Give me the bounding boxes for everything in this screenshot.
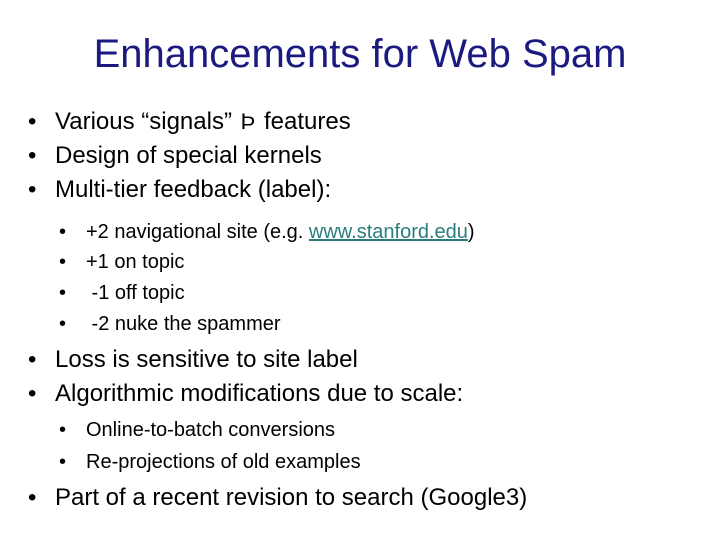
bullet-marker: •	[28, 346, 37, 373]
bullet-text: Part of a recent revision to search (Google3)	[55, 484, 528, 511]
sub-bullet-text: -1 off topic	[86, 282, 185, 304]
bullet-text: Multi-tier feedback (label):	[55, 176, 332, 203]
bullet-marker: •	[28, 484, 37, 511]
sub-bullet-text: Online-to-batch conversions	[86, 419, 336, 441]
sub-bullet-text-post: )	[467, 221, 475, 243]
bullet-text	[55, 110, 351, 134]
bullet-text: Design of special kernels	[55, 142, 322, 169]
sub-bullet-marker: •	[59, 451, 67, 473]
sub-bullet-marker: •	[59, 221, 67, 243]
sub-bullet-text-pre: +2 navigational site (e.g.	[86, 221, 309, 243]
bullet-marker: •	[28, 108, 37, 135]
bullet-text: Loss is sensitive to site label	[55, 346, 358, 373]
implies-arrow-icon: Þ	[240, 109, 256, 134]
sub-bullet-marker: •	[59, 419, 67, 441]
bullet-marker: •	[28, 380, 37, 407]
bullet-text-pre: Various “signals”	[55, 108, 232, 135]
sub-bullet-marker: •	[59, 251, 67, 273]
sub-bullet-text: +1 on topic	[86, 251, 185, 273]
sub-bullet-marker: •	[59, 282, 67, 304]
bullet-text-post: features	[263, 108, 351, 135]
sub-bullet-marker: •	[59, 313, 67, 335]
sub-bullet-text	[86, 222, 475, 242]
slide-title: Enhancements for Web Spam	[93, 32, 627, 76]
sub-bullet-text: Re-projections of old examples	[86, 451, 361, 473]
bullet-marker: •	[28, 176, 37, 203]
bullet-text: Algorithmic modifications due to scale:	[55, 380, 464, 407]
sub-bullet-text: -2 nuke the spammer	[86, 313, 281, 335]
stanford-link[interactable]: www.stanford.edu	[308, 221, 468, 243]
bullet-marker: •	[28, 142, 37, 169]
